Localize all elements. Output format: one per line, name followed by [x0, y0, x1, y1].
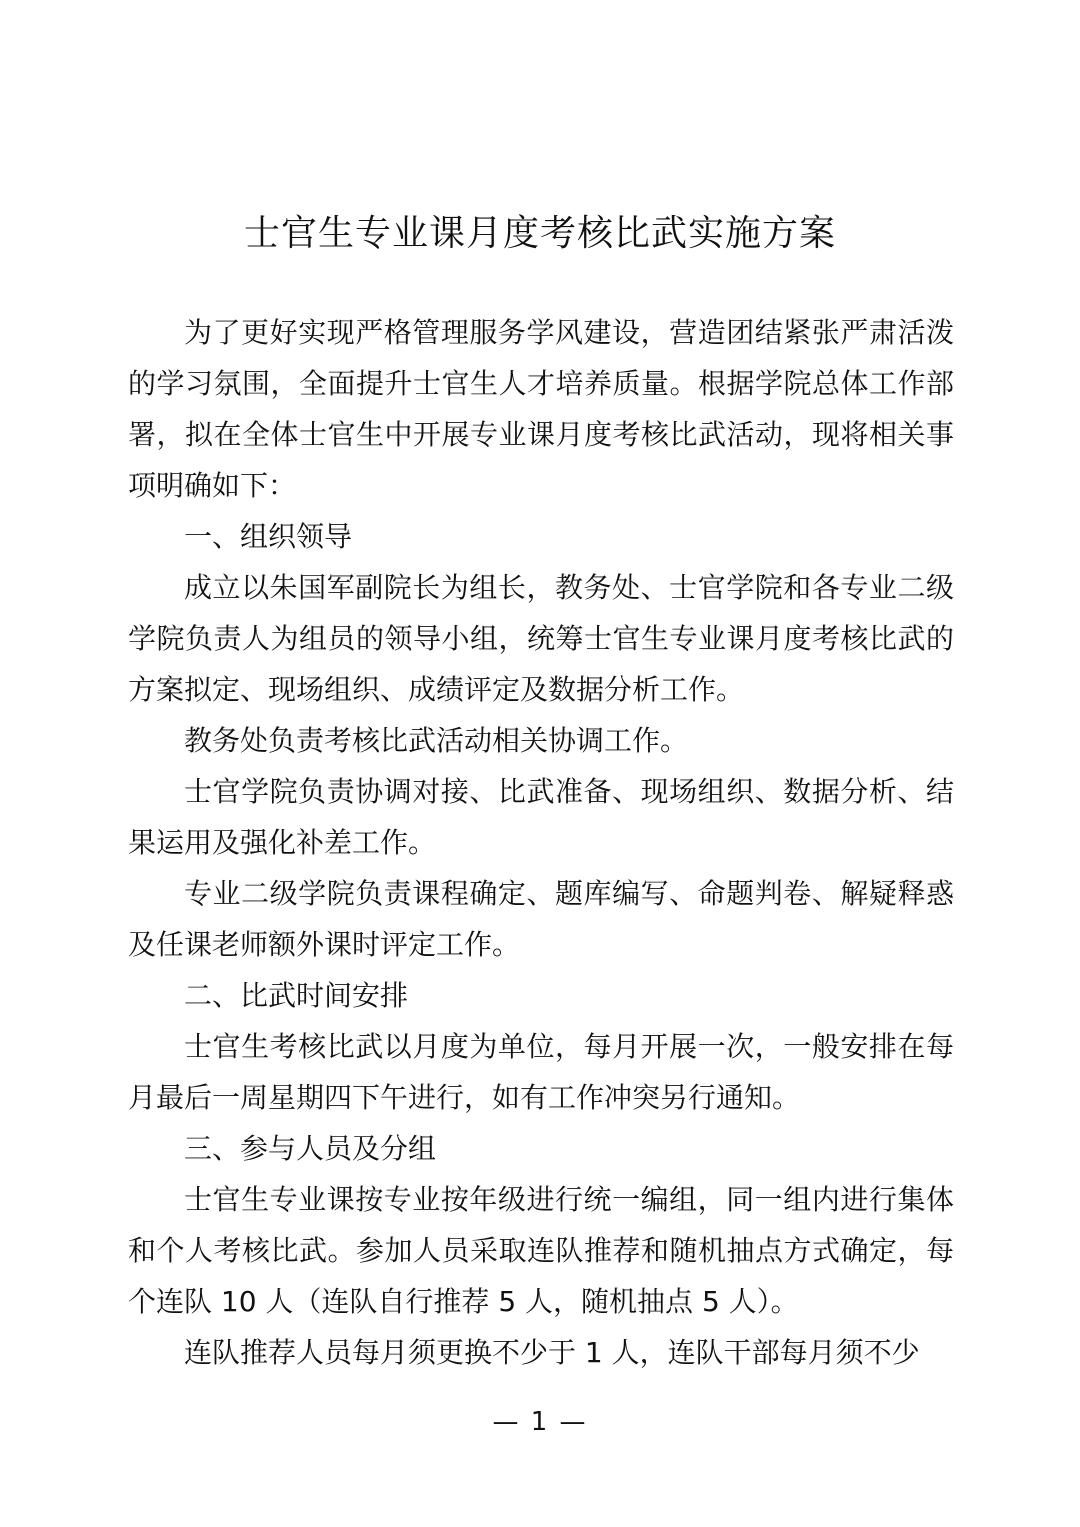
paragraph-secondary-colleges: 专业二级学院负责课程确定、题库编写、命题判卷、解疑释惑及任课老师额外课时评定工作。 — [128, 877, 954, 961]
paragraph-grouping: 士官生专业课按专业按年级进行统一编组，同一组内进行集体和个人考核比武。参加人员采取连队推荐和随机抽点方式确定，每个连队 10 人（连队自行推荐 5 人，随机抽点 5 人）。 — [128, 1183, 954, 1318]
paragraph-schedule: 士官生考核比武以月度为单位，每月开展一次，一般安排在每月最后一周星期四下午进行，如有工作冲突另行通知。 — [128, 1030, 954, 1114]
section-heading-organization: 一、组织领导 — [184, 520, 353, 553]
document-title: 士官生专业课月度考核比武实施方案 — [243, 213, 836, 254]
section-heading-schedule: 二、比武时间安排 — [184, 979, 409, 1012]
paragraph-leadership-group: 成立以朱国军副院长为组长，教务处、士官学院和各专业二级学院负责人为组员的领导小组，统筹士官生专业课月度考核比武的方案拟定、现场组织、成绩评定及数据分析工作。 — [128, 571, 954, 706]
document-body — [128, 307, 954, 1378]
paragraph-intro: 为了更好实现严格管理服务学风建设，营造团结紧张严肃活泼的学习氛围，全面提升士官生人才培养质量。根据学院总体工作部署，拟在全体士官生中开展专业课月度考核比武活动，现将相关事项明确如下： — [128, 316, 954, 502]
paragraph-rotation: 连队推荐人员每月须更换不少于 1 人，连队干部每月须不少 — [184, 1336, 920, 1369]
section-heading-participants: 三、参与人员及分组 — [184, 1132, 437, 1165]
page-number: — 1 — — [492, 1407, 588, 1437]
paragraph-nco-college: 士官学院负责协调对接、比武准备、现场组织、数据分析、结果运用及强化补差工作。 — [128, 775, 954, 859]
paragraph-academic-affairs: 教务处负责考核比武活动相关协调工作。 — [184, 724, 689, 757]
